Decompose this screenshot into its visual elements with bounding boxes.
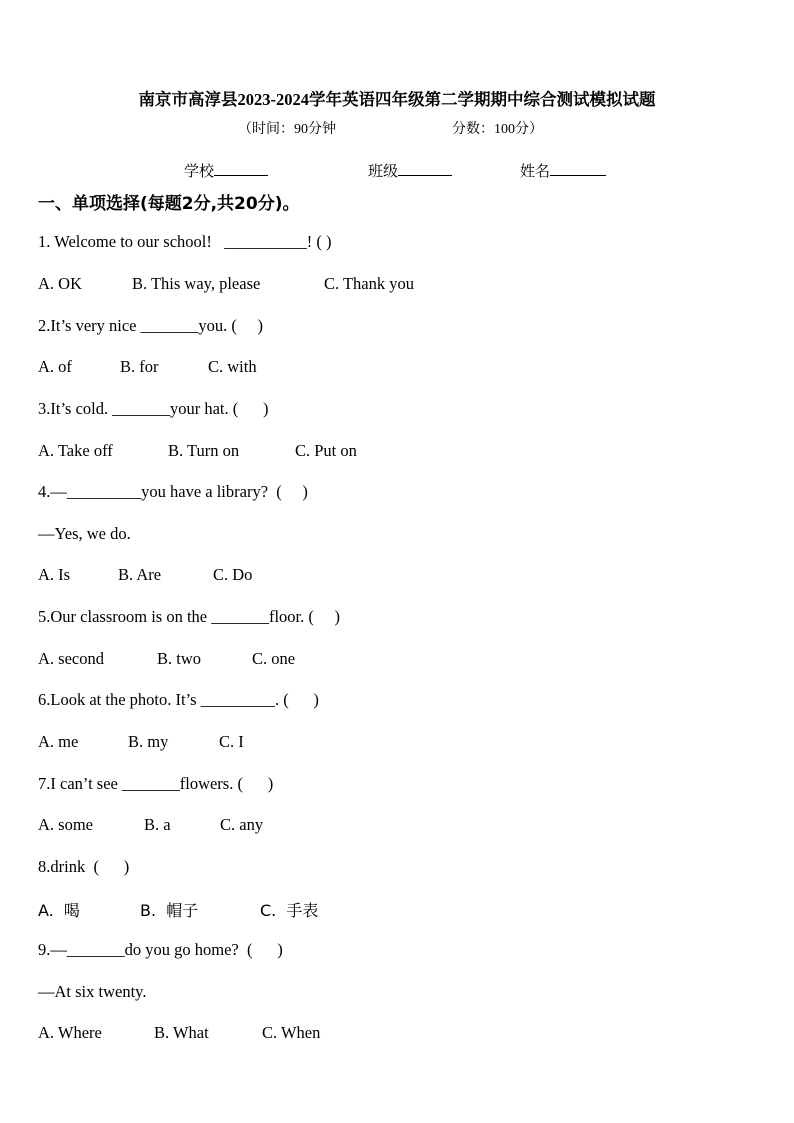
school-field [184, 160, 268, 181]
q7-option-c[interactable]: C. any [220, 815, 264, 834]
q5-option-b[interactable]: B. two [157, 649, 202, 668]
q6-option-a[interactable]: A. me [38, 732, 79, 751]
q6-option-b[interactable]: B. my [128, 732, 169, 751]
q5-option-a[interactable]: A. second [38, 649, 104, 668]
q9-option-b[interactable]: B. What [154, 1023, 209, 1042]
score-info: 分数：100分） [452, 122, 543, 137]
question-2-stem: 2.It’s very nice _______you. ( ) [38, 316, 263, 335]
question-5-stem: 5.Our classroom is on the _______floor. ( ) [38, 607, 341, 626]
question-6-stem: 6.Look at the photo. It’s _________. ( ) [38, 690, 319, 709]
q8-option-b[interactable]: B. 帽子 [140, 901, 199, 920]
question-4-stem: 4.—_________you have a library? ( ) [38, 482, 308, 501]
question-1-stem: 1. Welcome to our school! __________! ( ) [38, 232, 332, 251]
question-4-answer-line: —Yes, we do. [38, 524, 131, 543]
q2-option-b[interactable]: B. for [120, 357, 159, 376]
school-label: 学校 [184, 164, 215, 180]
question-7-stem: 7.I can’t see _______flowers. ( ) [38, 774, 274, 793]
q9-option-c[interactable]: C. When [262, 1023, 321, 1042]
question-8-stem: 8.drink ( ) [38, 857, 130, 876]
q3-option-a[interactable]: A. Take off [38, 441, 113, 460]
question-3-stem: 3.It’s cold. _______your hat. ( ) [38, 399, 269, 418]
q9-option-a[interactable]: A. Where [38, 1023, 102, 1042]
q4-option-b[interactable]: B. Are [118, 565, 162, 584]
time-info: （时间：90分钟 [238, 122, 336, 137]
class-field [368, 160, 452, 181]
q4-option-c[interactable]: C. Do [213, 565, 253, 584]
class-label: 班级 [368, 164, 399, 180]
q7-option-b[interactable]: B. a [144, 815, 171, 834]
q1-option-b[interactable]: B. This way, please [132, 274, 261, 293]
class-blank[interactable] [398, 161, 452, 176]
name-field [520, 160, 606, 181]
q1-option-c[interactable]: C. Thank you [324, 274, 414, 293]
q1-option-a[interactable]: A. OK [38, 274, 82, 293]
q7-option-a[interactable]: A. some [38, 815, 93, 834]
q8-option-c[interactable]: C. 手表 [260, 901, 319, 920]
q8-option-a[interactable]: A. 喝 [38, 901, 80, 920]
q5-option-c[interactable]: C. one [252, 649, 296, 668]
q6-option-c[interactable]: C. I [219, 732, 244, 751]
name-blank[interactable] [550, 161, 606, 176]
school-blank[interactable] [214, 161, 268, 176]
q2-option-a[interactable]: A. of [38, 357, 72, 376]
q4-option-a[interactable]: A. Is [38, 565, 71, 584]
name-label: 姓名 [520, 164, 551, 180]
question-9-stem: 9.—_______do you go home? ( ) [38, 940, 283, 959]
q3-option-c[interactable]: C. Put on [295, 441, 357, 460]
question-9-answer-line: —At six twenty. [38, 982, 147, 1001]
section-title: 一、单项选择(每题2分,共20分)。 [38, 194, 300, 214]
page-title: 南京市高淳县2023-2024学年英语四年级第二学期期中综合测试模拟试题 [138, 90, 656, 109]
q3-option-b[interactable]: B. Turn on [168, 441, 240, 460]
q2-option-c[interactable]: C. with [208, 357, 257, 376]
